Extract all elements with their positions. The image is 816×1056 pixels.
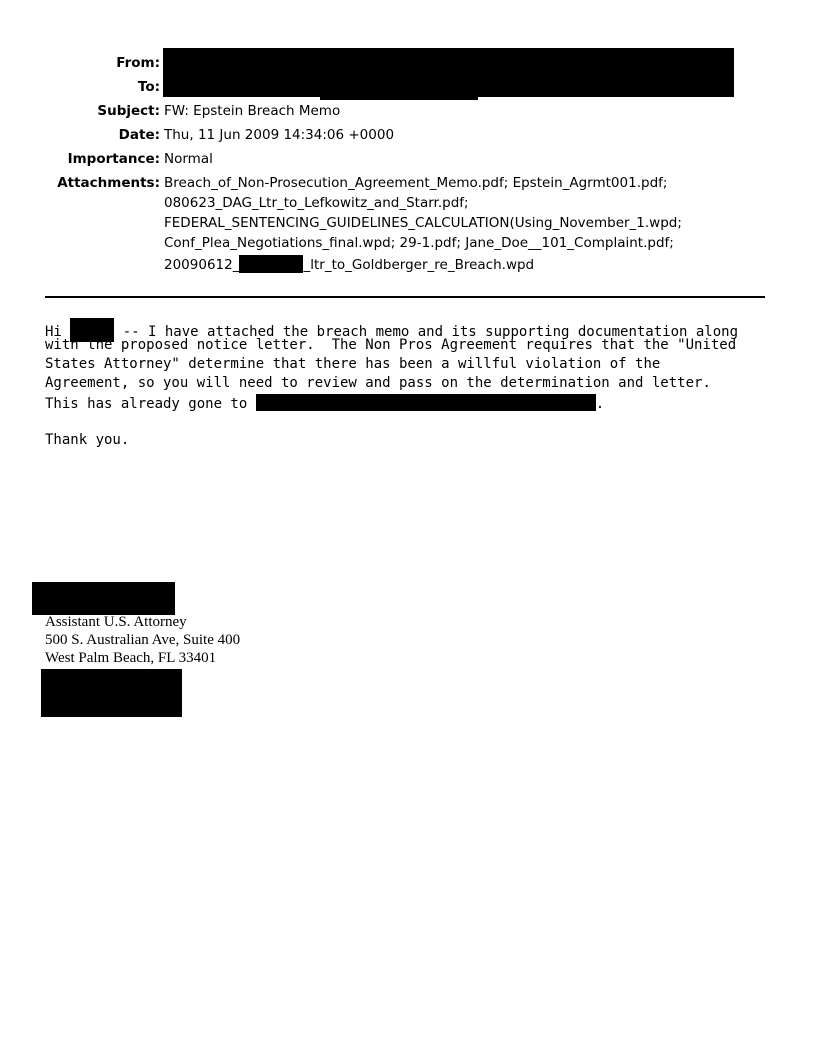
subject-value: FW: Epstein Breach Memo bbox=[164, 103, 341, 119]
to-label: To: bbox=[137, 79, 160, 95]
body-line-4: Agreement, so you will need to review and pass on the determination and letter. bbox=[45, 375, 711, 391]
importance-label: Importance: bbox=[67, 151, 160, 167]
attachment-last-suffix: _ltr_to_Goldberger_re_Breach.wpd bbox=[303, 257, 535, 273]
date-value: Thu, 11 Jun 2009 14:34:06 +0000 bbox=[164, 127, 395, 143]
body-line-2: with the proposed notice letter. The Non Pros Agreement requires that the "United bbox=[45, 337, 737, 353]
attachment-last-prefix: 20090612_ bbox=[164, 257, 240, 273]
from-label: From: bbox=[116, 55, 160, 71]
importance-value: Normal bbox=[164, 151, 213, 167]
attachment-name-redaction bbox=[239, 255, 303, 273]
subject-label: Subject: bbox=[97, 103, 160, 119]
signature-address-line-2: West Palm Beach, FL 33401 bbox=[45, 650, 217, 666]
body-line-5-end: . bbox=[595, 396, 605, 412]
body-line-1-text: -- I have attached the breach memo and its supporting documentation along bbox=[114, 324, 739, 340]
attachment-line-last[interactable] bbox=[164, 255, 534, 273]
signature-address-line-1: 500 S. Australian Ave, Suite 400 bbox=[45, 632, 241, 648]
greeting: Hi bbox=[45, 324, 62, 340]
signature-contact-redaction bbox=[41, 669, 182, 717]
closing: Thank you. bbox=[45, 432, 130, 448]
attachment-line[interactable]: FEDERAL_SENTENCING_GUIDELINES_CALCULATION(Using_November_1.wpd; bbox=[164, 215, 682, 231]
body-line-5 bbox=[45, 394, 604, 412]
signature-name-redaction bbox=[32, 582, 175, 615]
to-redaction-tail bbox=[320, 90, 478, 100]
recipients-redaction bbox=[256, 394, 596, 411]
body-line-3: States Attorney" determine that there has been a willful violation of the bbox=[45, 356, 661, 372]
attachment-line[interactable]: Breach_of_Non-Prosecution_Agreement_Memo.pdf; Epstein_Agrmt001.pdf; bbox=[164, 175, 668, 191]
attachments-label: Attachments: bbox=[57, 175, 160, 191]
header-divider bbox=[45, 296, 765, 298]
body-line-5-text: This has already gone to bbox=[45, 396, 248, 412]
signature-title: Assistant U.S. Attorney bbox=[45, 614, 187, 630]
date-label: Date: bbox=[118, 127, 160, 143]
attachment-line[interactable]: Conf_Plea_Negotiations_final.wpd; 29-1.pdf; Jane_Doe__101_Complaint.pdf; bbox=[164, 235, 674, 251]
attachment-line[interactable]: 080623_DAG_Ltr_to_Lefkowitz_and_Starr.pdf; bbox=[164, 195, 469, 211]
